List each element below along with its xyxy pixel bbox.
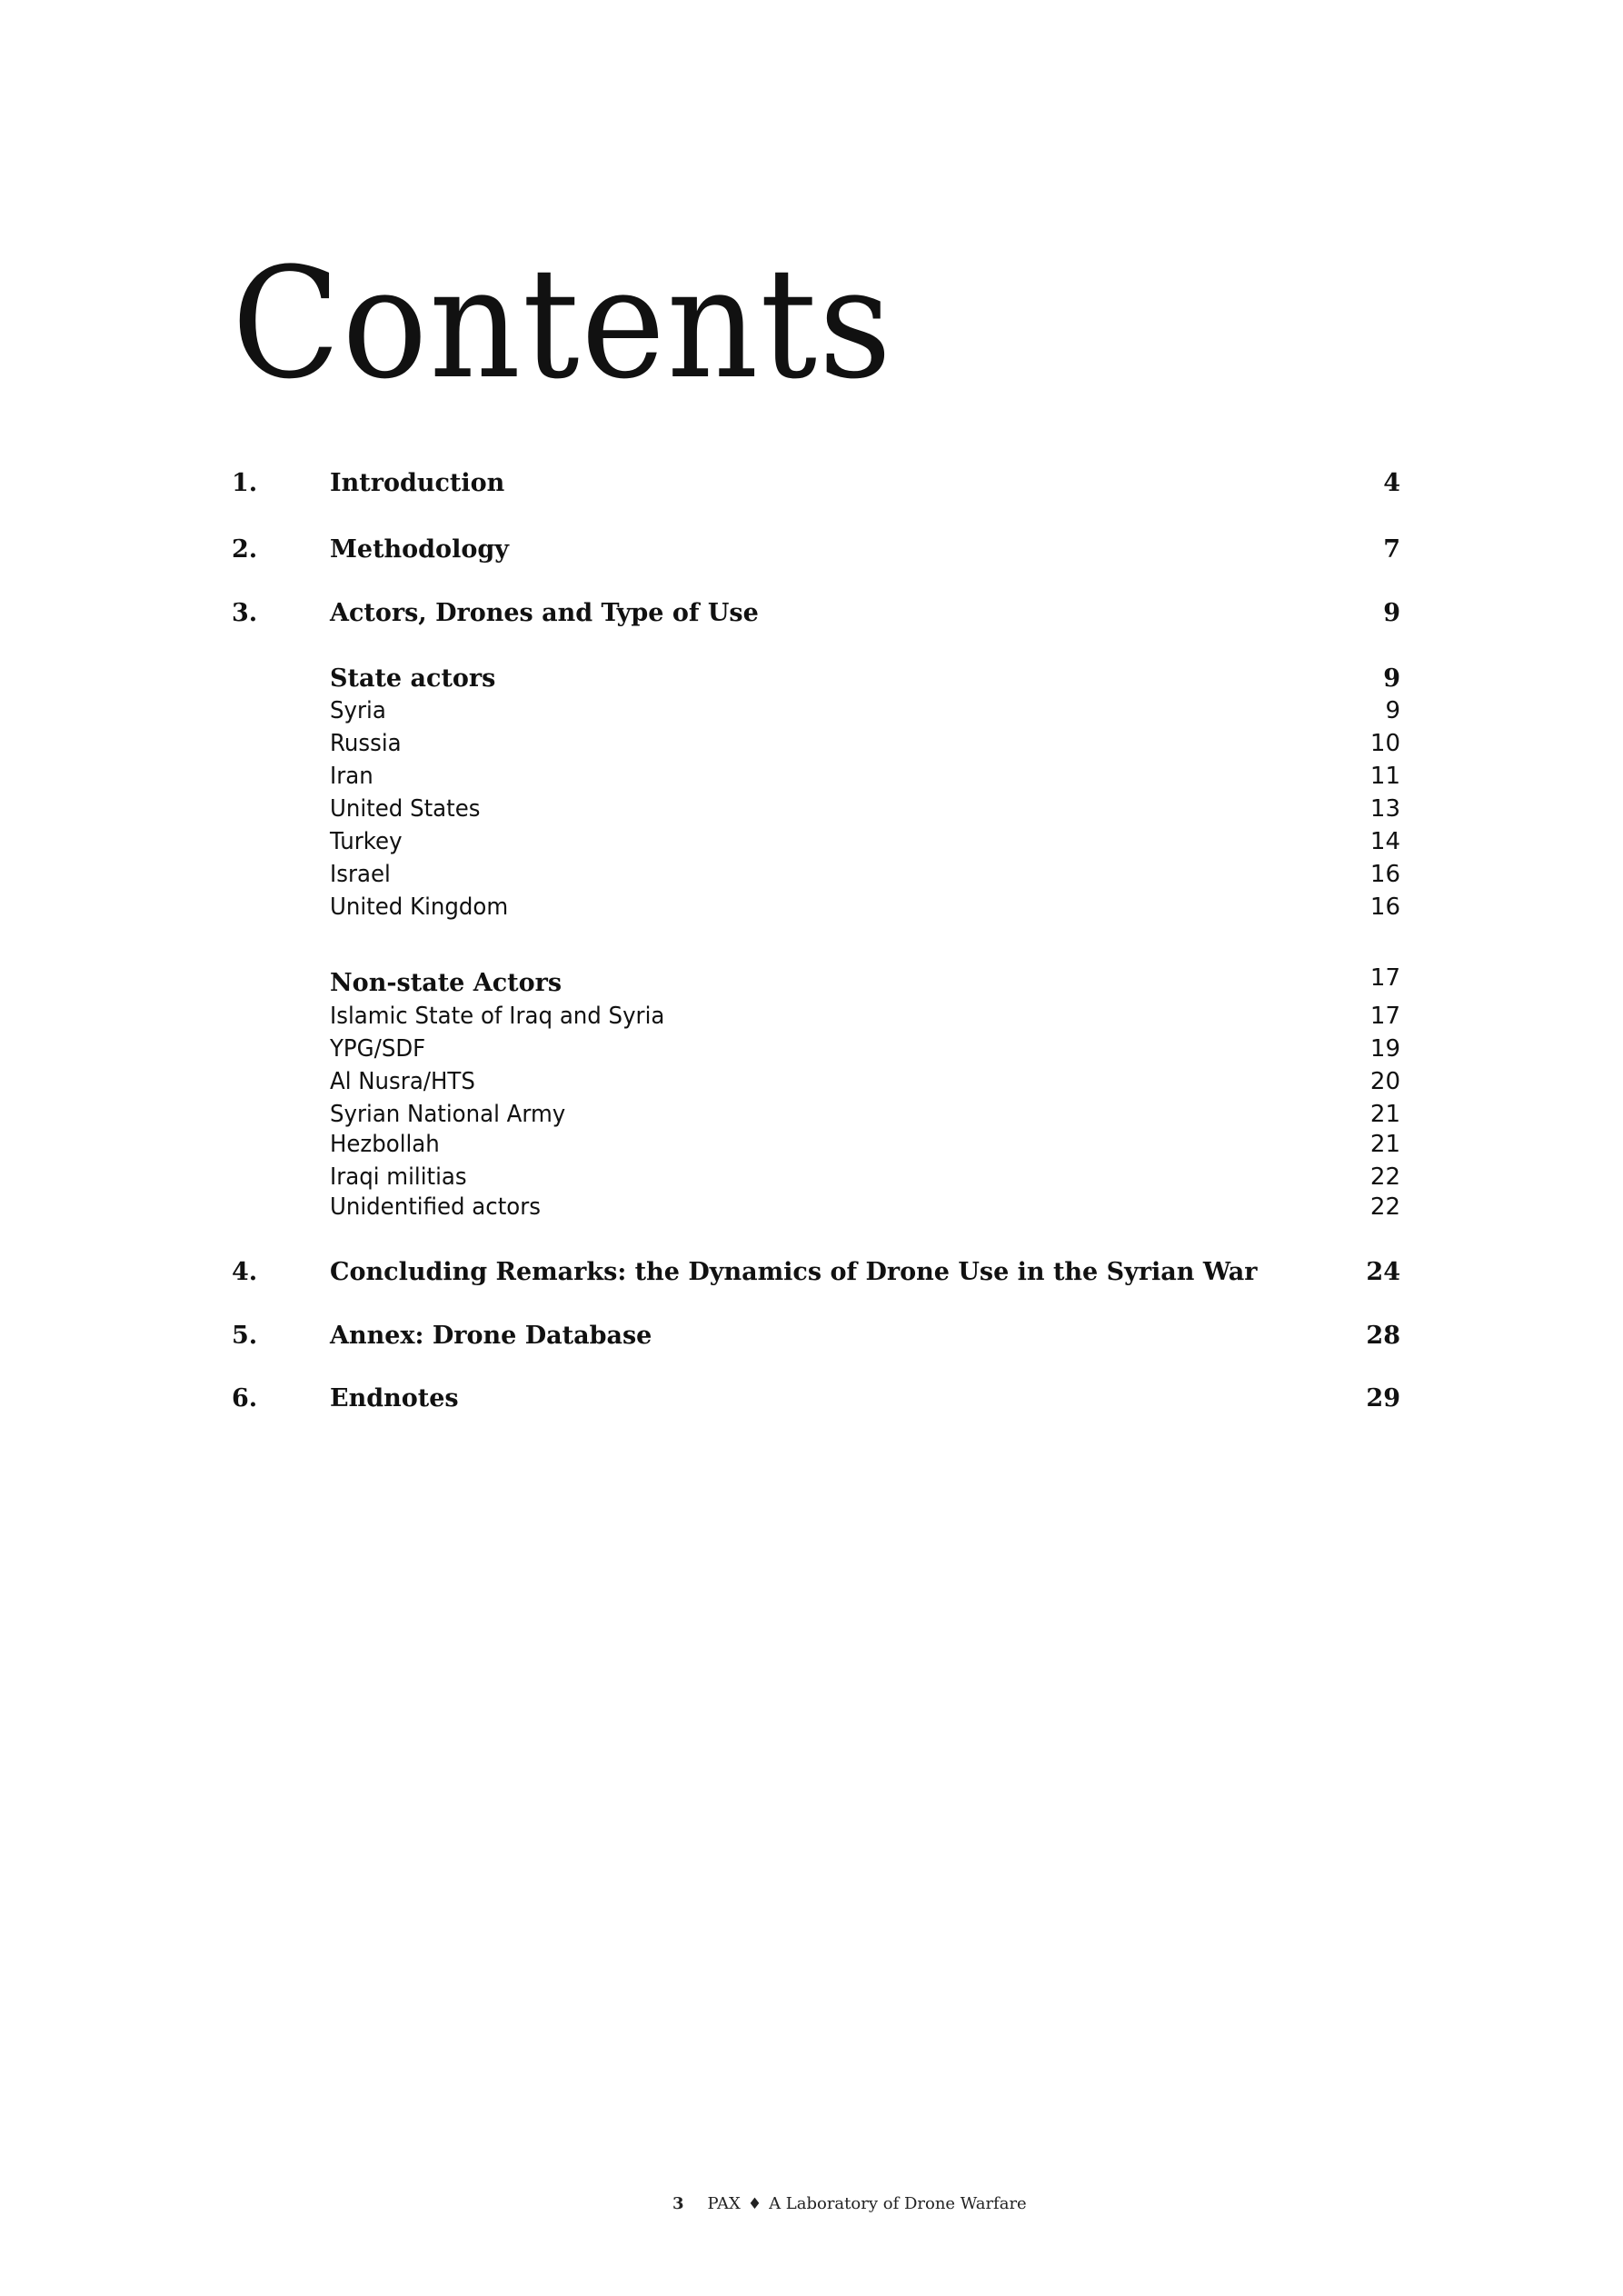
toc-entry-united-kingdom[interactable] [232, 889, 1400, 925]
toc-entry-israel[interactable] [232, 856, 1400, 893]
toc-chapter-3[interactable] [232, 595, 1400, 632]
toc-entry-hezbollah[interactable] [232, 1126, 1400, 1163]
section-page-number: 9 [1383, 664, 1400, 693]
toc-entry-iran[interactable] [232, 758, 1400, 794]
chapter-number: 6. [232, 1384, 258, 1413]
chapter-number: 1. [232, 469, 258, 497]
entry-title: Hezbollah [330, 1131, 440, 1158]
chapter-page-number: 7 [1383, 535, 1400, 564]
entry-page-number: 21 [1369, 1131, 1400, 1158]
entry-title: Islamic State of Iraq and Syria [330, 1003, 665, 1030]
chapter-title: Methodology [330, 535, 509, 564]
toc-entry-united-states[interactable] [232, 791, 1400, 827]
diamond-icon: ♦ [747, 2195, 762, 2213]
page-footer [672, 2191, 1027, 2218]
chapter-number: 2. [232, 535, 258, 564]
chapter-page-number: 28 [1366, 1322, 1400, 1350]
chapter-number: 5. [232, 1322, 258, 1350]
chapter-number: 3. [232, 599, 258, 627]
chapter-number: 4. [232, 1258, 258, 1286]
chapter-title: Annex: Drone Database [330, 1322, 652, 1350]
entry-page-number: 22 [1369, 1193, 1400, 1221]
section-title: State actors [330, 664, 496, 693]
chapter-page-number: 24 [1366, 1258, 1400, 1286]
entry-page-number: 14 [1369, 828, 1400, 855]
entry-title: Al Nusra/HTS [330, 1068, 475, 1095]
entry-page-number: 19 [1369, 1035, 1400, 1063]
entry-title: YPG/SDF [330, 1035, 426, 1063]
chapter-page-number: 29 [1366, 1384, 1400, 1413]
entry-title: Iraqi militias [330, 1163, 467, 1191]
entry-title: Syria [330, 697, 386, 724]
toc-entry-syria[interactable] [232, 693, 1400, 729]
entry-title: Unidentified actors [330, 1193, 542, 1221]
entry-page-number: 16 [1369, 861, 1400, 888]
entry-page-number: 21 [1369, 1101, 1400, 1128]
entry-title: United States [330, 795, 481, 823]
toc-chapter-5[interactable] [232, 1318, 1400, 1354]
chapter-title: Concluding Remarks: the Dynamics of Drone Use in the Syrian War [330, 1258, 1258, 1286]
entry-title: Israel [330, 861, 391, 888]
chapter-page-number: 4 [1383, 469, 1400, 497]
entry-title: Russia [330, 730, 402, 757]
toc-section-heading[interactable] [232, 965, 1400, 1002]
footer-publisher: PAX [707, 2194, 741, 2213]
footer-publication-title: A Laboratory of Drone Warfare [769, 2194, 1027, 2213]
entry-title: Iran [330, 763, 373, 790]
toc-section-heading[interactable] [232, 661, 1400, 697]
chapter-title: Actors, Drones and Type of Use [330, 599, 759, 627]
toc-entry-islamic-state[interactable] [232, 998, 1400, 1034]
toc-entry-unidentified-actors[interactable] [232, 1189, 1400, 1225]
section-page-number: 17 [1369, 964, 1400, 992]
chapter-title: Introduction [330, 469, 505, 497]
entry-title: Syrian National Army [330, 1101, 566, 1128]
toc-entry-russia[interactable] [232, 725, 1400, 762]
entry-page-number: 11 [1369, 763, 1400, 790]
entry-page-number: 10 [1369, 730, 1400, 757]
entry-page-number: 17 [1369, 1003, 1400, 1030]
entry-title: Turkey [330, 828, 403, 855]
toc-chapter-2[interactable] [232, 532, 1400, 568]
entry-page-number: 22 [1369, 1163, 1400, 1191]
chapter-title: Endnotes [330, 1384, 459, 1413]
entry-page-number: 20 [1369, 1068, 1400, 1095]
footer-page-number: 3 [672, 2194, 684, 2213]
entry-page-number: 9 [1385, 697, 1400, 724]
toc-entry-al-nusra-hts[interactable] [232, 1063, 1400, 1100]
entry-page-number: 13 [1369, 795, 1400, 823]
toc-entry-turkey[interactable] [232, 824, 1400, 860]
toc-chapter-1[interactable] [232, 465, 1400, 502]
toc-chapter-6[interactable] [232, 1381, 1400, 1417]
page-title: Contents [232, 235, 893, 413]
toc-chapter-4[interactable] [232, 1254, 1400, 1291]
toc-entry-ypg-sdf[interactable] [232, 1031, 1400, 1067]
chapter-page-number: 9 [1383, 599, 1400, 627]
entry-title: United Kingdom [330, 893, 509, 921]
section-title: Non-state Actors [330, 969, 563, 997]
entry-page-number: 16 [1369, 893, 1400, 921]
